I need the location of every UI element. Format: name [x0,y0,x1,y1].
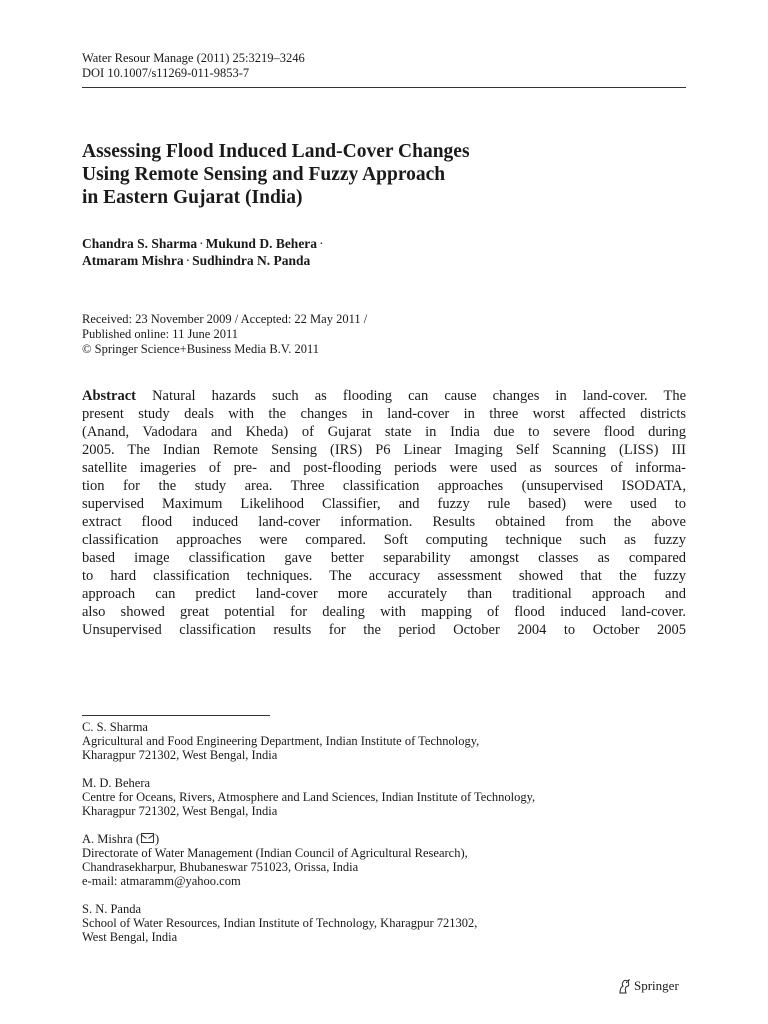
abstract-line: approach can predict land-cover more accurately than traditional approach and [82,586,686,602]
abstract [82,387,686,639]
abstract-text: Natural hazards such as flooding can cause changes in land-cover. The [152,388,687,404]
author-list [82,235,326,269]
abstract-line: present study deals with the changes in land-cover in three worst affected districts [82,406,686,422]
affiliation-email[interactable]: e-mail: atmaramm@yahoo.com [82,874,241,888]
corresponding-author-close: ) [154,832,160,846]
abstract-line: 2005. The Indian Remote Sensing (IRS) P6 Linear Imaging Self Scanning (LISS) III [82,442,686,458]
journal-doi[interactable]: DOI 10.1007/s11269-011-9853-7 [82,66,250,80]
abstract-line: classification approaches were compared. Soft computing technique such as fuzzy [82,532,686,548]
affiliation-block [82,776,535,818]
author-separator: · [199,236,204,251]
affiliation-name: S. N. Panda [82,902,142,916]
author-name: Sudhindra N. Panda [192,253,311,268]
affiliation-name [82,832,535,846]
received-accepted-dates: Received: 23 November 2009 / Accepted: 22 May 2011 / [82,312,368,326]
abstract-line: satellite imageries of pre- and post-flooding periods were used as sources of informa- [82,460,686,476]
footnote-rule [82,715,270,716]
affiliation-line: School of Water Resources, Indian Institute of Technology, Kharagpur 721302, [82,916,478,930]
abstract-line: (Anand, Vadodara and Kheda) of Gujarat state in India due to severe flood during [82,424,686,440]
abstract-line: based image classification gave better separability amongst classes as compared [82,550,686,566]
affiliation-block [82,832,535,888]
affiliation-line: Kharagpur 721302, West Bengal, India [82,804,278,818]
corresponding-author-name: A. Mishra ( [82,832,140,846]
affiliation-line: Directorate of Water Management (Indian Council of Agricultural Research), [82,846,468,860]
affiliation-line: Chandrasekharpur, Bhubaneswar 751023, Orissa, India [82,860,359,874]
abstract-line: to hard classification techniques. The accuracy assessment showed that the fuzzy [82,568,686,584]
abstract-label: Abstract [82,388,136,404]
abstract-line: tion for the study area. Three classification approaches (unsupervised ISODATA, [82,478,686,494]
publication-dates [82,312,367,357]
affiliation-block [82,902,535,944]
author-name: Mukund D. Behera [205,236,318,251]
author-separator: · [185,253,191,268]
title-line: in Eastern Gujarat (India) [82,187,303,208]
copyright-notice: © Springer Science+Business Media B.V. 2011 [82,342,320,356]
affiliation-name: C. S. Sharma [82,720,148,734]
header-rule [82,87,686,88]
title-line: Using Remote Sensing and Fuzzy Approach [82,164,446,185]
title-line: Assessing Flood Induced Land-Cover Changes [82,141,470,162]
affiliation-block [82,720,535,762]
publisher-name: Springer [634,978,679,993]
affiliation-line: Centre for Oceans, Rivers, Atmosphere and Land Sciences, Indian Institute of Technology, [82,790,536,804]
journal-citation: Water Resour Manage (2011) 25:3219–3246 [82,51,305,65]
abstract-line: also showed great potential for dealing with mapping of flood induced land-cover. [82,604,686,620]
author-name: Atmaram Mishra [82,253,184,268]
abstract-line: supervised Maximum Likelihood Classifier, and fuzzy rule based) were used to [82,496,686,512]
published-online-date: Published online: 11 June 2011 [82,327,239,341]
affiliation-line: Agricultural and Food Engineering Department, Indian Institute of Technology, [82,734,480,748]
abstract-line: extract flood induced land-cover information. Results obtained from the above [82,514,686,530]
springer-horse-icon [617,979,631,994]
paper-title [82,140,686,209]
abstract-line: Unsupervised classification results for the period October 2004 to October 2005 [82,622,686,638]
author-separator: · [319,236,324,251]
abstract-line [82,387,686,405]
journal-reference [82,51,305,81]
author-name: Chandra S. Sharma [82,236,198,251]
publisher-logo [617,978,679,994]
affiliations [82,720,535,958]
affiliation-name: M. D. Behera [82,776,151,790]
affiliation-line: West Bengal, India [82,930,178,944]
affiliation-line: Kharagpur 721302, West Bengal, India [82,748,278,762]
envelope-icon [141,833,154,843]
